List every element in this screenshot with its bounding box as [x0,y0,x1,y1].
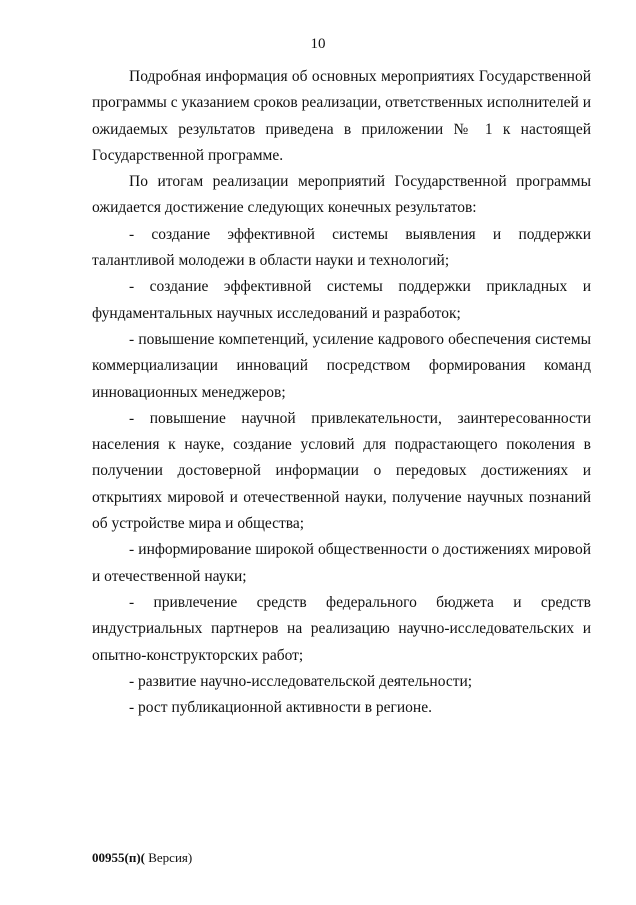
result-item: - создание эффективной системы поддержки прикладных и фундаментальных научных исследований и разработок; [92,278,591,322]
result-item: - информирование широкой общественности о достижениях мировой и отечественной науки; [92,541,591,585]
results-intro-paragraph: По итогам реализации мероприятий Государственной программы ожидается достижение следующих конечных результатов: [92,173,591,217]
document-code: 00955(п)( [92,850,145,865]
page-body [92,64,591,721]
version-label: Версия) [144,850,193,865]
result-item: - повышение научной привлекательности, заинтересованности населения к науке, создание условий для подрастающего поколения в получении достоверной информации о передовых достижениях и открытиях мировой и отечественной науки, получение научных познаний об устройстве мира и общества; [92,409,591,533]
page-number: 10 [310,36,326,52]
result-item: - привлечение средств федерального бюджета и средств индустриальных партнеров на реализацию научно-исследовательских и опытно-конструкторских работ; [92,593,591,664]
result-item: - повышение компетенций, усиление кадрового обеспечения системы коммерциализации инноваций посредством формирования команд инновационных менеджеров; [92,330,591,401]
result-item: - развитие научно-исследовательской деятельности; [129,672,473,690]
result-item: - создание эффективной системы выявления и поддержки талантливой молодежи в области науки и технологий; [92,225,591,270]
result-item: - рост публикационной активности в регионе. [129,699,432,717]
document-footer [92,850,192,866]
intro-paragraph: Подробная информация об основных мероприятиях Государственной программы с указанием сроков реализации, ответственных исполнителей и ожидаемых результатов приведена в приложении № 1 к настоящей Государственной программе. [92,68,591,164]
